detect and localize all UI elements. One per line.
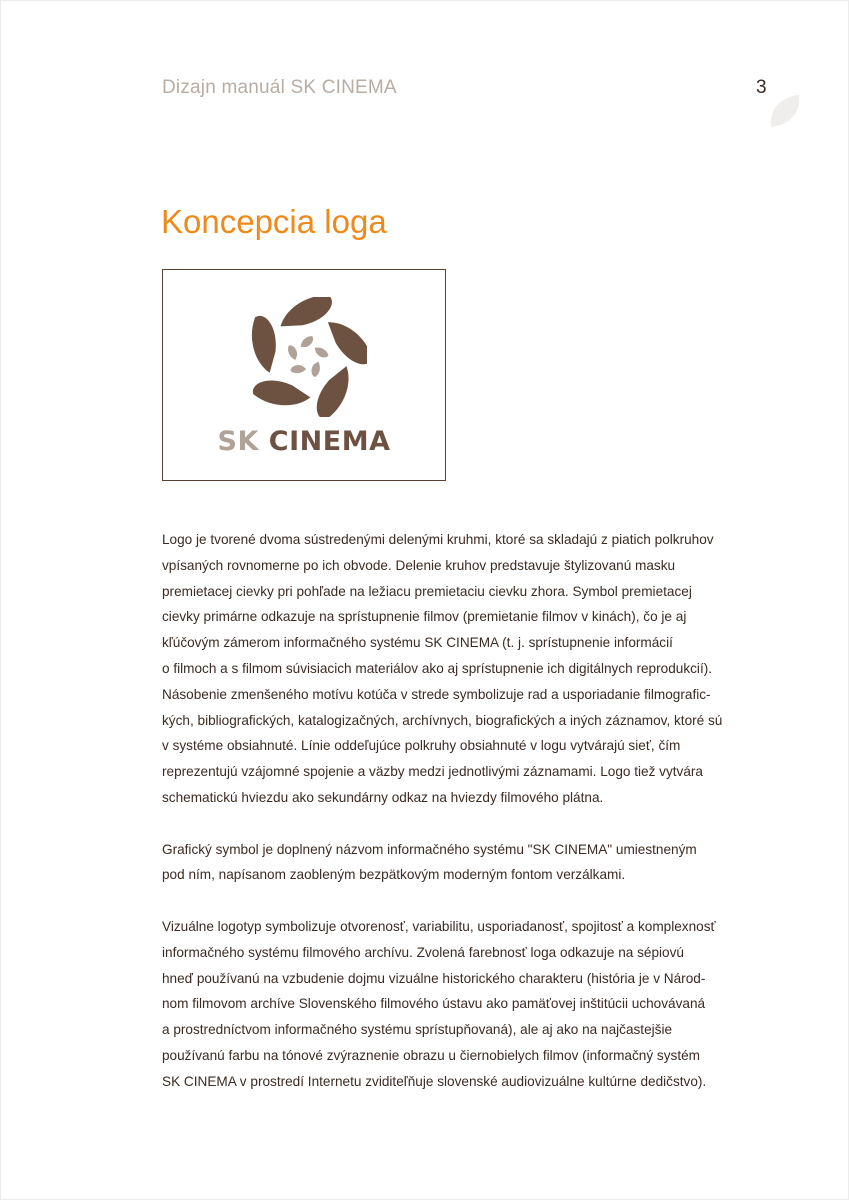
logo-petal-small <box>314 344 329 361</box>
text-line: používanú farbu na tónové zvýraznenie obrazu u čiernobielych filmov (informačný systém <box>162 1047 700 1063</box>
text-line: reprezentujú vzájomné spojenie a väzby medzi jednotlivými záznamami. Logo tiež vytvára <box>162 764 703 780</box>
logo-petal-large <box>277 297 335 328</box>
logo-petal-large <box>247 315 281 373</box>
text-line: cievky primárne odkazuje na sprístupnenie filmov (premietanie filmov v kinách), čo je aj <box>162 609 687 625</box>
logo-wordmark <box>163 426 445 457</box>
text-line: premietacej cievky pri pohľade na ležiacu premietaciu cievku zhora. Symbol premietacej <box>162 583 692 599</box>
logo-petal-small <box>286 345 298 360</box>
logo-petal-small <box>299 336 314 348</box>
text-line: Vizuálne logotyp symbolizuje otvorenosť, variabilitu, usporiadanosť, spojitosť a komplexnosť <box>162 918 716 934</box>
logo-frame <box>162 269 446 481</box>
logo-petal-small <box>290 362 307 377</box>
section-heading: Koncepcia loga <box>161 203 387 241</box>
running-header-title: Dizajn manuál SK CINEMA <box>162 77 397 98</box>
logo-wordmark-cinema: CINEMA <box>268 426 391 457</box>
text-line: kých, bibliografických, katalogizačných, archívnych, biografických a iných záznamov, ktoré sú <box>162 712 723 728</box>
text-line: pod ním, napísanom zaobleným bezpätkovým moderným fontom verzálkami. <box>162 867 626 883</box>
corner-leaf-decoration <box>767 93 801 129</box>
text-line: a prostredníctvom informačného systému sprístupňovaná), ale aj ako na najčastejšie <box>162 1022 673 1038</box>
body-text <box>162 527 723 1120</box>
text-line: hneď používanú na vzbudenie dojmu vizuálne historického charakteru (história je v Národ- <box>162 970 706 986</box>
text-line: Násobenie zmenšeného motívu kotúča v strede symbolizuje rad a usporiadanie filmografic- <box>162 686 711 702</box>
film-reel-logo-icon <box>247 297 367 417</box>
logo-petal-small <box>308 361 325 378</box>
text-line: Logo je tvorené dvoma sústredenými delenými kruhmi, ktoré sa skladajú z piatich polkruhov <box>162 532 714 547</box>
text-line: o filmoch a s filmom súvisiacich materiálov ako aj sprístupnenie ich digitálnych reprodukcií). <box>162 660 713 676</box>
paragraph-2 <box>162 837 702 889</box>
page-number: 3 <box>756 77 767 98</box>
text-line: vpísaných rovnomerne po ich obvode. Delenie kruhov predstavuje štylizovanú masku <box>162 557 676 573</box>
paragraph-1 <box>162 527 723 811</box>
text-line: v systéme obsiahnuté. Línie oddeľujúce polkruhy obsiahnuté v logu vytvárajú sieť, čím <box>162 738 681 754</box>
text-line: informačného systému filmového archívu. Zvolená farebnosť loga odkazuje na sépiovú <box>162 944 684 960</box>
paragraph-3 <box>162 914 716 1095</box>
text-line: nom filmovom archíve Slovenského filmového ústavu ako pamäťovej inštitúcii uchovávaná <box>162 996 706 1012</box>
text-line: kľúčovým zámerom informačného systému SK CINEMA (t. j. sprístupnenie informácií <box>162 635 673 651</box>
text-line: SK CINEMA v prostredí Internetu zviditeľňuje slovenské audiovizuálne kultúrne dedičstvo). <box>162 1073 707 1089</box>
logo-wordmark-sk: SK <box>217 426 259 457</box>
logo-petal-large <box>326 311 367 372</box>
text-line: Grafický symbol je doplnený názvom informačného systému "SK CINEMA" umiestneným <box>162 841 697 857</box>
text-line: schematickú hviezdu ako sekundárny odkaz na hviezdy filmového plátna. <box>162 789 604 805</box>
logo-petal-large <box>251 370 312 417</box>
